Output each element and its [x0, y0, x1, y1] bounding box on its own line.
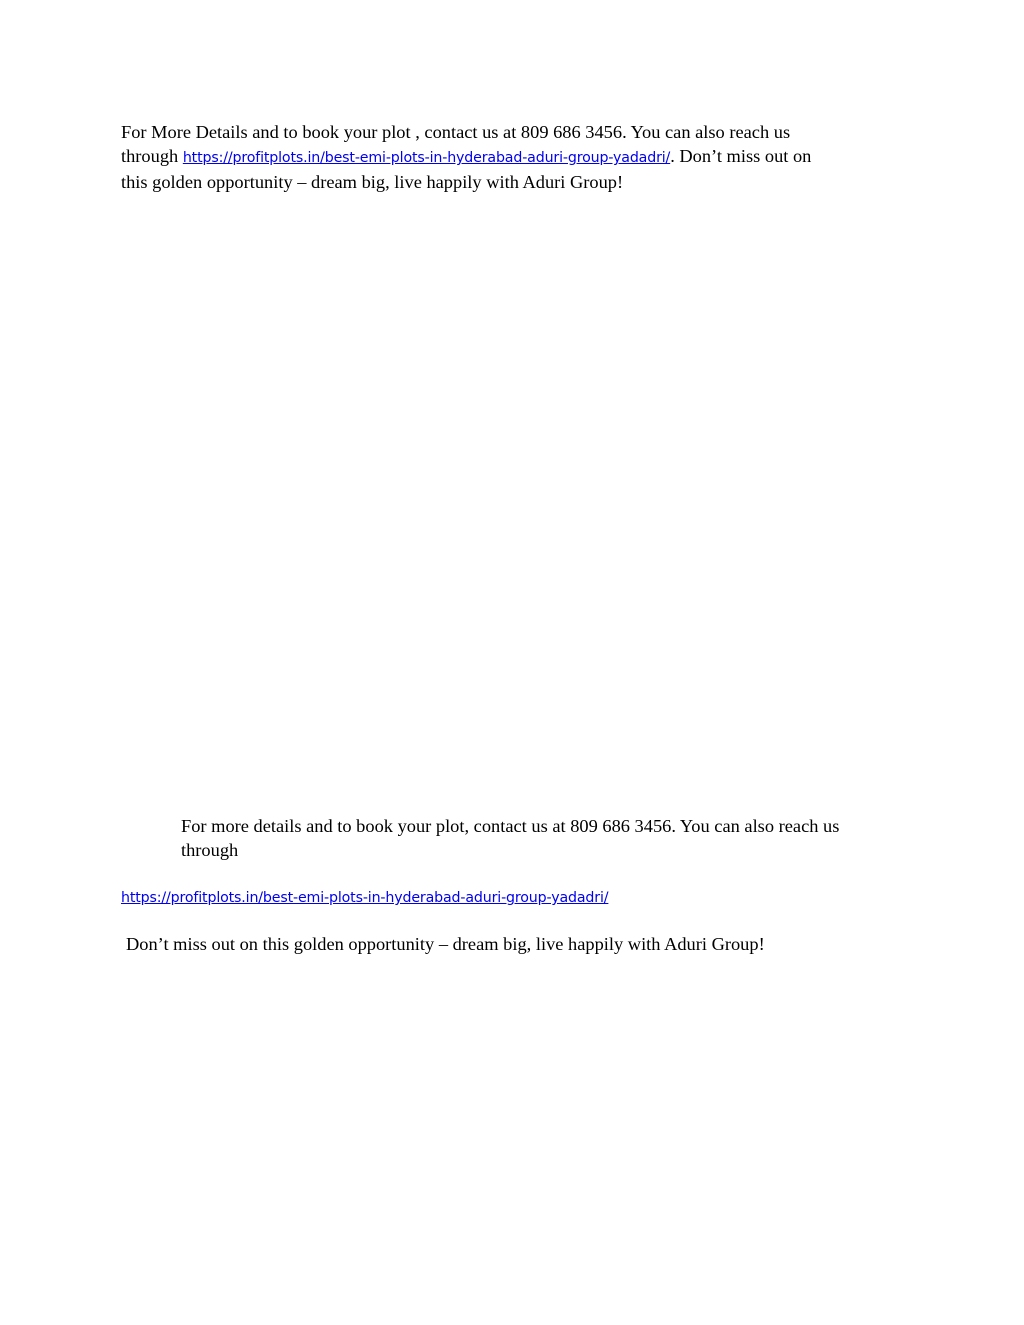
closing-paragraph: Don’t miss out on this golden opportunity – dream big, live happily with Aduri Group! [126, 934, 765, 954]
contact-bottom-line-2: through [181, 840, 239, 860]
profitplots-link-standalone[interactable]: https://profitplots.in/best-emi-plots-in-hyderabad-aduri-group-yadadri/ [121, 890, 609, 906]
contact-line-1: For More Details and to book your plot , contact us at 809 686 3456. You can also reach us [121, 122, 791, 142]
profitplots-link-inline[interactable]: https://profitplots.in/best-emi-plots-in-hyderabad-aduri-group-yadadri/ [182, 150, 671, 166]
contact-line-2-suffix: . Don’t miss out on [670, 146, 812, 166]
contact-paragraph-top [121, 120, 911, 194]
link-paragraph [121, 884, 921, 910]
contact-line-2-prefix: through [121, 146, 183, 166]
contact-bottom-line-1: For more details and to book your plot, contact us at 809 686 3456. You can also reach us [181, 816, 840, 836]
contact-paragraph-bottom [181, 814, 941, 862]
contact-line-3: this golden opportunity – dream big, live happily with Aduri Group! [121, 172, 624, 192]
